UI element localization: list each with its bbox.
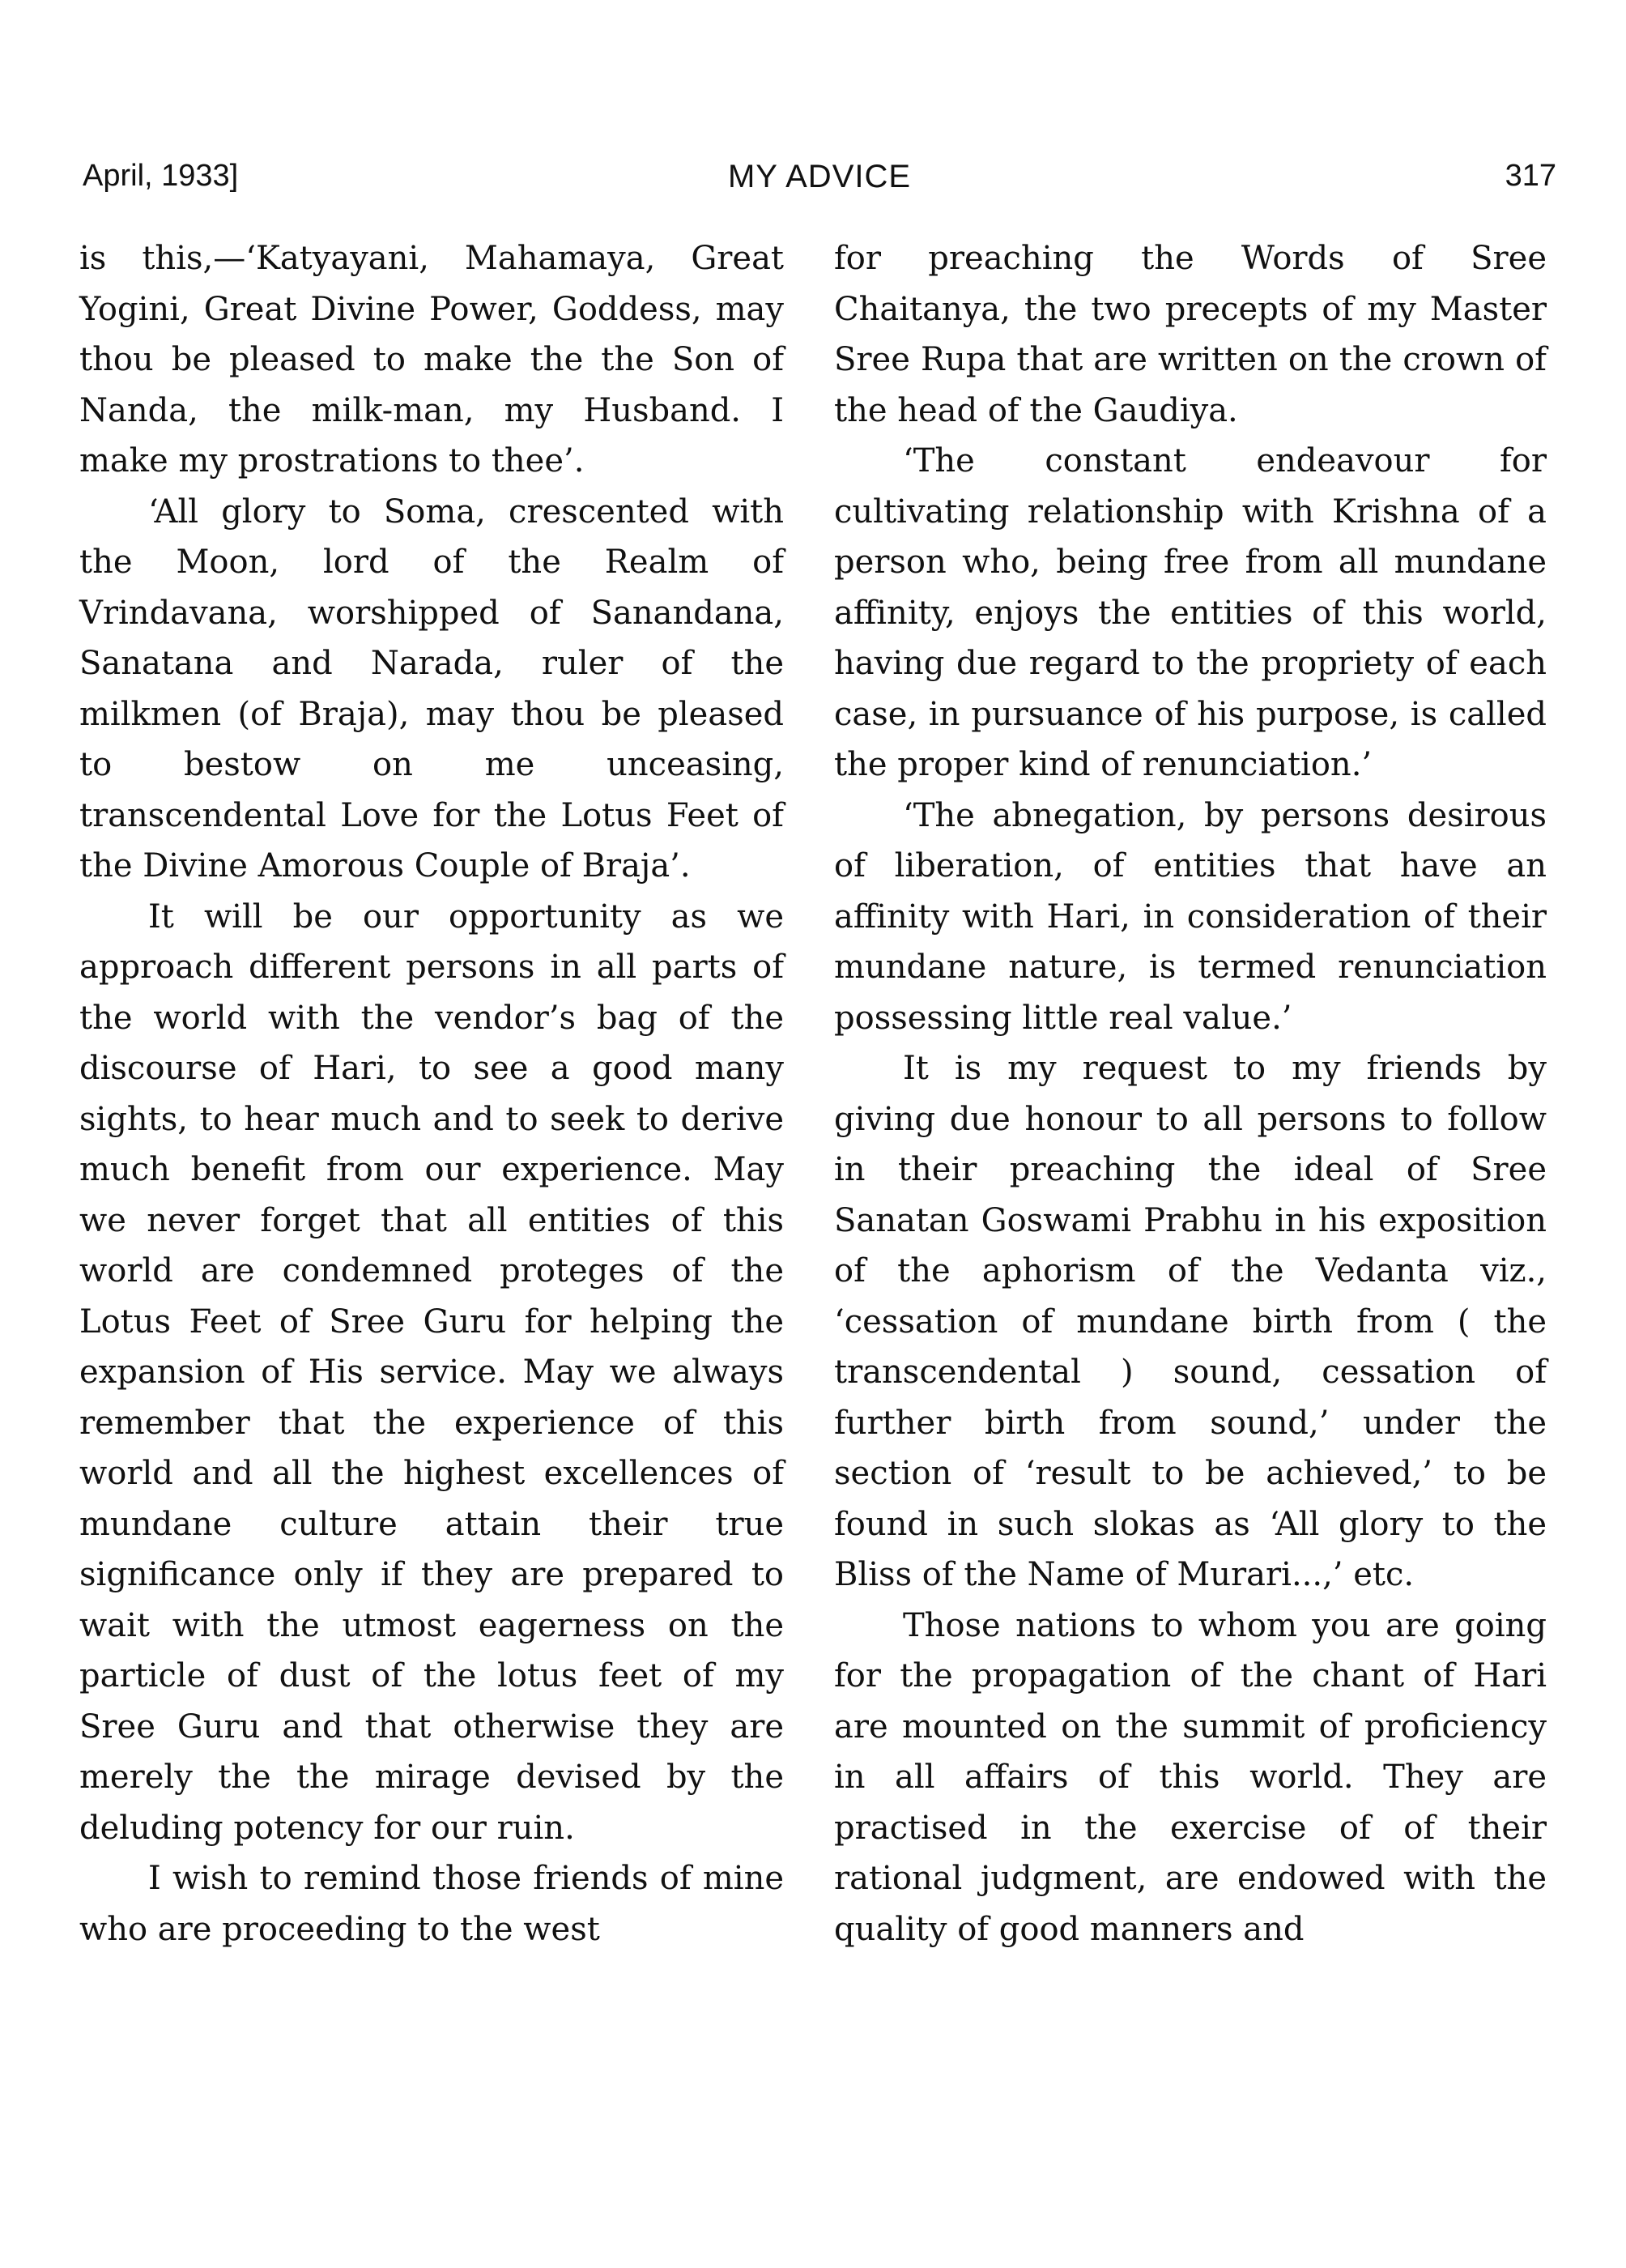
left-column	[79, 233, 784, 1955]
header-date: April, 1933]	[83, 159, 239, 193]
paragraph: for preaching the Words of Sree Chaitanya, the two precepts of my Master Sree Rupa that are written on the crown of the head of the Gaudiya.	[834, 240, 1547, 429]
paragraph: It is my request to my friends by giving due honour to all persons to follow in their preaching the ideal of Sree Sanatan Goswami Prabhu in his exposition of the aphorism of the Vedanta viz., ‘cessation of mundane birth from ( the transcendental ) sound, cessation of further birth from sound,’ under the section of ‘result to be achieved,’ to be found in such slokas as ‘All glory to the Bliss of the Name of Murari...,’ etc.	[834, 1050, 1547, 1593]
header-title: MY ADVICE	[727, 159, 912, 194]
paragraph: ‘All glory to Soma, crescented with the Moon, lord of the Realm of Vrindavana, worshipped of Sanandana, Sanatana and Narada, ruler of the milkmen (of Braja), may thou be pleased to bestow on me unceasing, transcendental Love for the Lotus Feet of the Divine Amorous Couple of Braja’.	[79, 492, 784, 885]
paragraph: Those nations to whom you are going for the propagation of the chant of Hari are mounted on the summit of proficiency in all affairs of this world. They are practised in the exercise of of their rational judgment, are endowed with the quality of good manners and	[834, 1606, 1547, 1948]
paragraph: I wish to remind those friends of mine who are proceeding to the west	[79, 1860, 784, 1948]
right-column	[834, 233, 1547, 1955]
paragraph: It will be our opportunity as we approach different persons in all parts of the world with the vendor’s bag of the discourse of Hari, to see a good many sights, to hear much and to seek to derive much benefit from our experience. May we never forget that all entities of this world are condemned proteges of the Lotus Feet of Sree Guru for helping the expansion of His service. May we always remember that the experience of this world and all the highest excellences of mundane culture attain their true significance only if they are prepared to wait with the utmost eagerness on the particle of dust of the lotus feet of my Sree Guru and that otherwise they are merely the the mirage devised by the deluding potency for our ruin.	[79, 897, 784, 1847]
paragraph: ‘The constant endeavour for cultivating relationship with Krishna of a person who, being free from all mundane affinity, enjoys the entities of this world, having due regard to the propriety of each case, in pursuance of his purpose, is called the proper kind of renunciation.’	[834, 442, 1547, 783]
paragraph: is this,—‘Katyayani, Mahamaya, Great Yogini, Great Divine Power, Goddess, may thou be pleased to make the the Son of Nanda, the milk-man, my Husband. I make my prostrations to thee’.	[79, 240, 784, 480]
paragraph: ‘The abnegation, by persons desirous of liberation, of entities that have an affinity with Hari, in consideration of their mundane nature, is termed renunciation possessing little real value.’	[834, 796, 1547, 1037]
running-header	[83, 159, 1556, 207]
page-number: 317	[1505, 159, 1556, 193]
